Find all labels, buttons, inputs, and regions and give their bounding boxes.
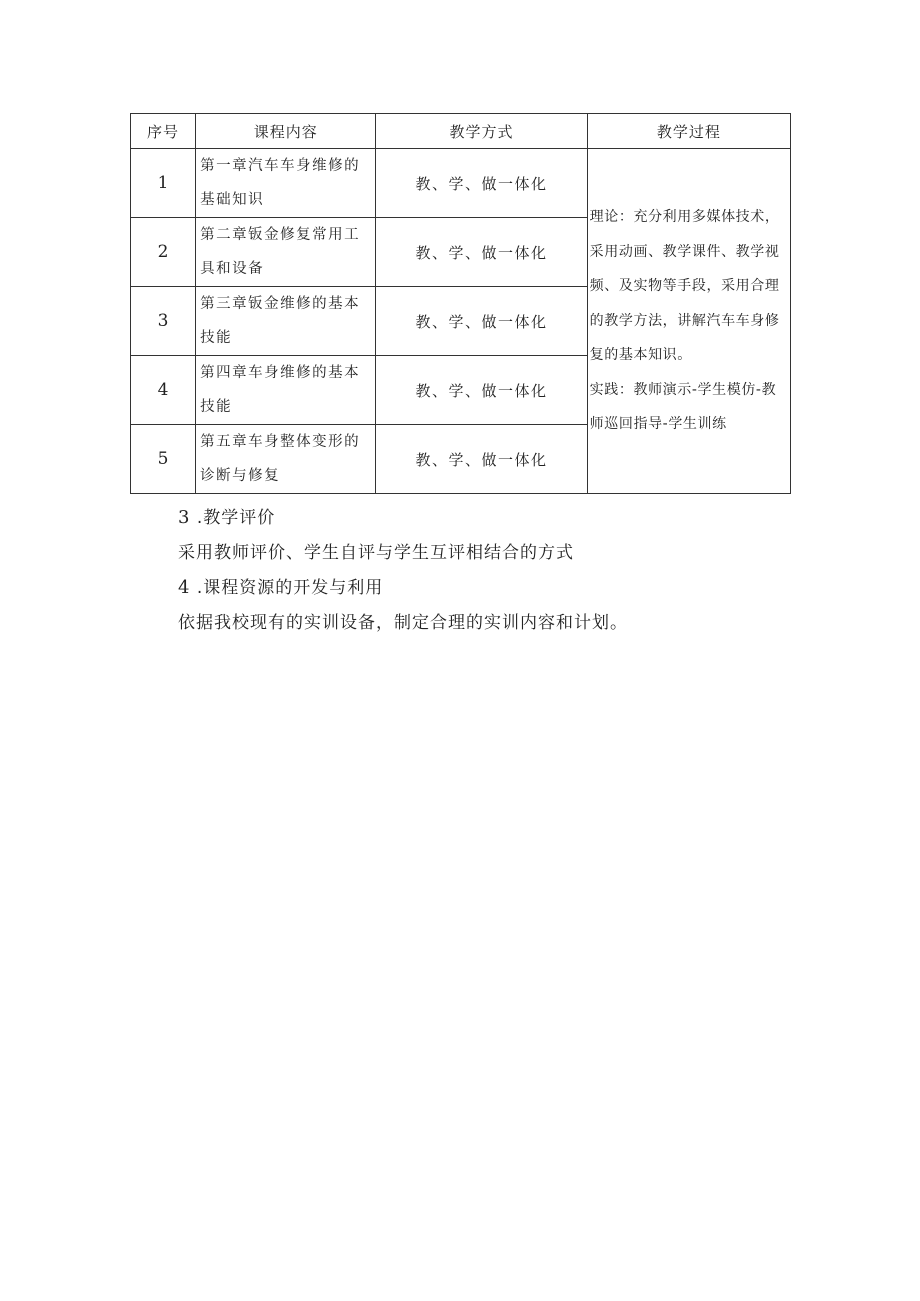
row-content: 第五章车身整体变形的诊断与修复	[196, 425, 376, 494]
header-process: 教学过程	[587, 114, 790, 149]
row-no: 1	[131, 149, 196, 218]
section3-heading	[178, 503, 275, 528]
course-table	[130, 113, 791, 494]
row-content: 第四章车身维修的基本技能	[196, 356, 376, 425]
row-method: 教、学、做一体化	[376, 218, 587, 287]
row-method: 教、学、做一体化	[376, 356, 587, 425]
row-no: 5	[131, 425, 196, 494]
row-method: 教、学、做一体化	[376, 425, 587, 494]
section4-title: .课程资源的开发与利用	[196, 578, 384, 598]
row-method: 教、学、做一体化	[376, 287, 587, 356]
teaching-process-cell: 理论：充分利用多媒体技术，采用动画、教学课件、教学视频、及实物等手段，采用合理的教学方法，讲解汽车车身修复的基本知识。 实践：教师演示-学生模仿-教师巡回指导-学生训练	[587, 149, 790, 494]
table-row	[131, 149, 791, 218]
section4-number: 4	[178, 577, 191, 598]
row-content: 第一章汽车车身维修的基础知识	[196, 149, 376, 218]
header-content: 课程内容	[196, 114, 376, 149]
header-method: 教学方式	[376, 114, 587, 149]
table-header-row	[131, 114, 791, 149]
row-no: 4	[131, 356, 196, 425]
section3-body: 采用教师评价、学生自评与学生互评相结合的方式	[178, 543, 574, 563]
section4-body: 依据我校现有的实训设备，制定合理的实训内容和计划。	[178, 613, 628, 633]
section4-heading	[178, 573, 383, 598]
row-method: 教、学、做一体化	[376, 149, 587, 218]
section3-number: 3	[178, 507, 191, 528]
row-no: 2	[131, 218, 196, 287]
row-content: 第三章钣金维修的基本技能	[196, 287, 376, 356]
section3-title: .教学评价	[196, 508, 276, 528]
row-content: 第二章钣金修复常用工具和设备	[196, 218, 376, 287]
header-no: 序号	[131, 114, 196, 149]
row-no: 3	[131, 287, 196, 356]
